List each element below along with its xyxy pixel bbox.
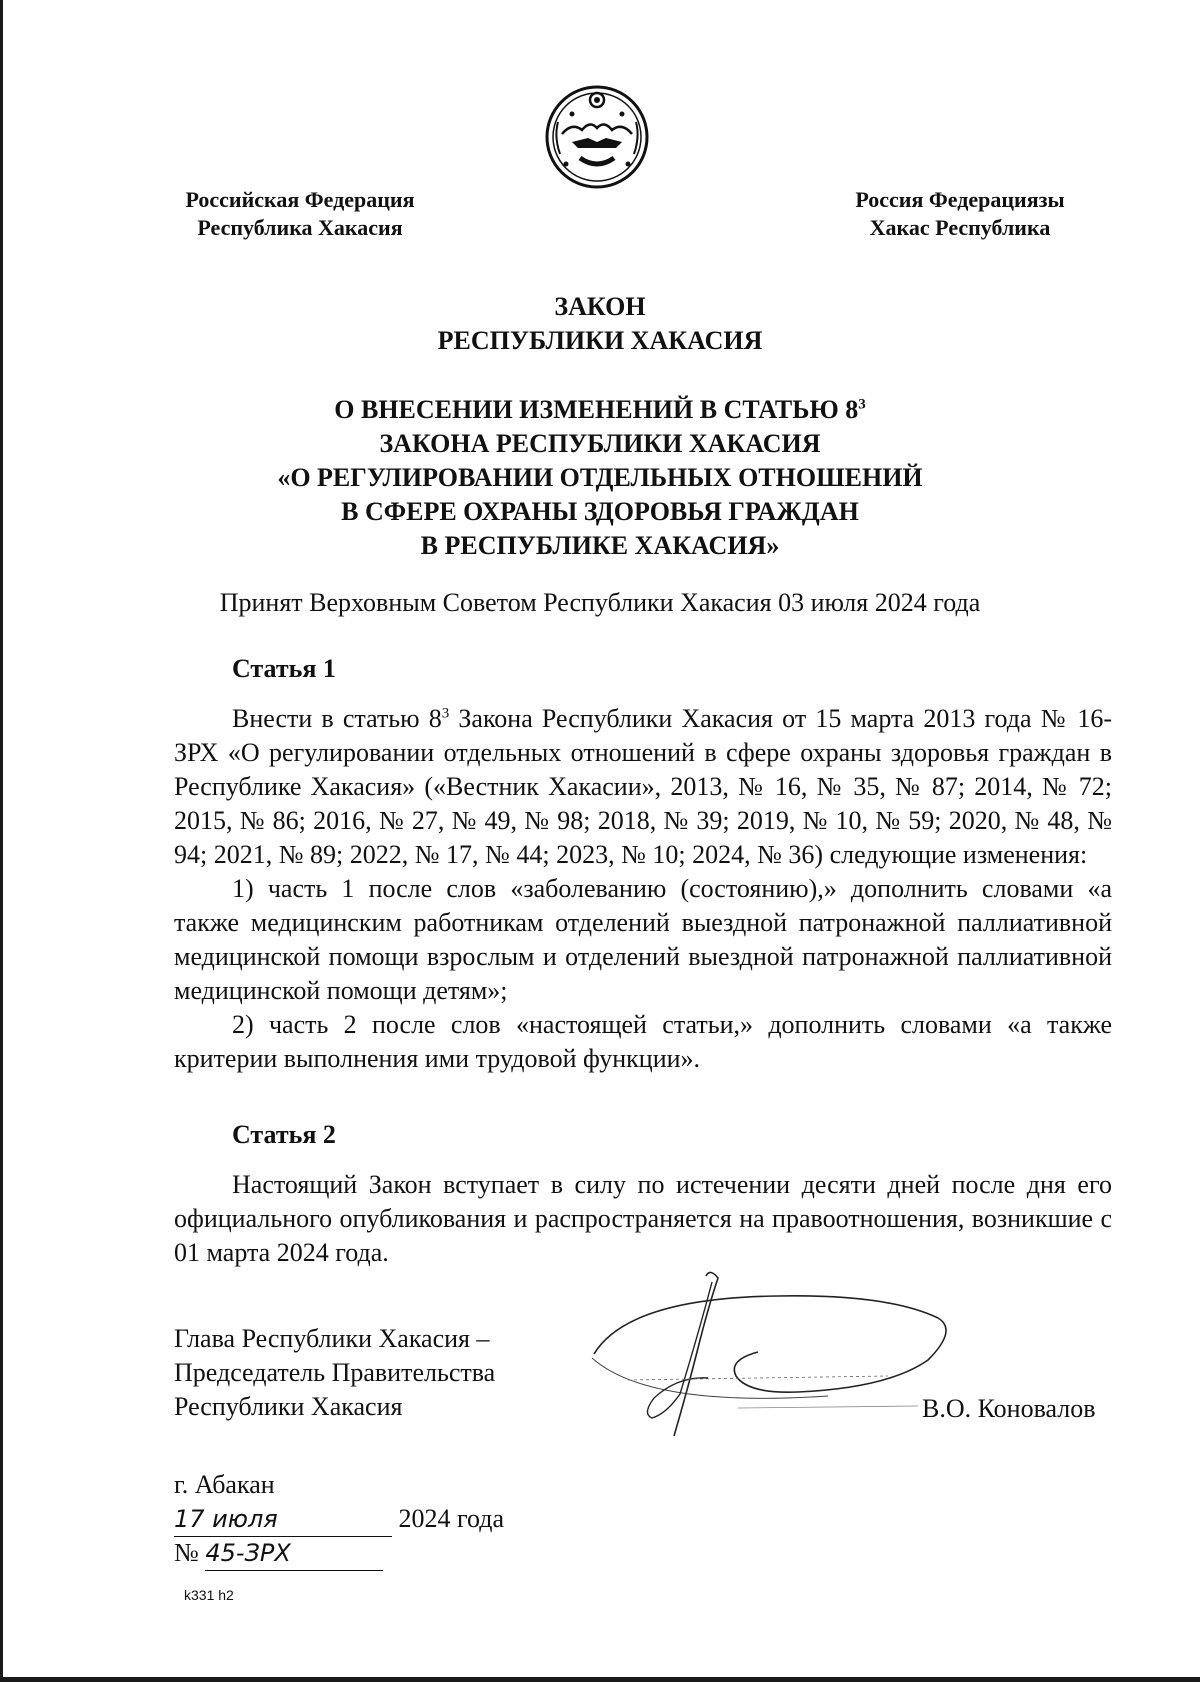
signing-place-date [174, 1468, 504, 1570]
header-left [168, 186, 432, 242]
handwritten-date: 17 июля [174, 1502, 392, 1537]
law-title-line: РЕСПУБЛИКИ ХАКАСИЯ [437, 326, 763, 355]
document-code: k331 h2 [184, 1587, 234, 1603]
article-1-intro: Внести в статью $8^3$ Закона Республики Хакасия от 15 марта 2013 года № 16-ЗРХ «О регулировании отдельных отношений в сфере охраны здоровья граждан в Республике Хакасия» («Вестник Хакасии», 2013, № 16, № 35, № 87; 2014, № 72; 2015, № 86; 2016, № 27, № 49, № 98; 2018, № 39; 2019, № 10, № 59; 2020, № 48, № 94; 2021, № 89; 2022, № 17, № 44; 2023, № 10; 2024, № 36) следующие изменения: [174, 704, 1112, 869]
law-number-line [174, 1536, 504, 1570]
header-right-line: Хакас Республика [869, 215, 1051, 240]
signatory-position-line: Председатель Правительства [174, 1358, 496, 1387]
law-title-line: ЗАКОН [554, 292, 646, 321]
article-1-heading: Статья 1 [232, 654, 336, 683]
article-2-heading: Статья 2 [232, 1120, 336, 1149]
law-subject-line: В РЕСПУБЛИКЕ ХАКАСИЯ» [420, 531, 780, 560]
signatory-name: В.О. Коновалов [922, 1394, 1096, 1423]
signing-city: г. Абакан [174, 1470, 275, 1499]
law-subject-line: ЗАКОНА РЕСПУБЛИКИ ХАКАСИЯ [379, 429, 821, 458]
header-right-line: Россия Федерациязы [855, 187, 1065, 212]
article-2-body [174, 1168, 1112, 1270]
coat-of-arms-icon [542, 82, 652, 192]
signatory-position-line: Республики Хакасия [174, 1392, 403, 1421]
scan-border-bottom [0, 1677, 1200, 1682]
signatory-position-line: Глава Республики Хакасия – [174, 1324, 490, 1353]
law-subject-line: О ВНЕСЕНИИ ИЗМЕНЕНИЙ В СТАТЬЮ $8^3$ [334, 395, 866, 424]
law-subject-line: «О РЕГУЛИРОВАНИИ ОТДЕЛЬНЫХ ОТНОШЕНИЙ [277, 463, 923, 492]
signing-year: 2024 года [398, 1504, 505, 1533]
handwritten-signature [588, 1268, 958, 1446]
article-1-body [174, 702, 1112, 1076]
number-sign: № [174, 1538, 199, 1567]
article-1-item-2: 2) часть 2 после слов «настоящей статьи,» дополнить словами «а также критерии выполнения ими трудовой функции». [174, 1010, 1112, 1073]
header-left-line: Российская Федерация [185, 187, 415, 212]
adoption-note: Принят Верховным Советом Республики Хакасия 03 июля 2024 года [219, 588, 981, 617]
law-subject-line: В СФЕРЕ ОХРАНЫ ЗДОРОВЬЯ ГРАЖДАН [341, 497, 859, 526]
signatory-position [174, 1322, 495, 1424]
law-subject [0, 393, 1200, 563]
article-1-item-1: 1) часть 1 после слов «заболеванию (состоянию),» дополнить словами «а также медицинским работникам отделений выездной патронажной паллиативной медицинской помощи взрослым и отделений выездной патронажной паллиативной медицинской помощи детям»; [174, 874, 1112, 1005]
header-right [828, 186, 1092, 242]
article-2-text: Настоящий Закон вступает в силу по истечении десяти дней после дня его официального опубликования и распространяется на правоотношения, возникшие с 01 марта 2024 года. [174, 1170, 1112, 1267]
handwritten-law-number: 45-ЗРХ [205, 1536, 383, 1571]
signing-date-line [174, 1502, 504, 1536]
law-title [0, 290, 1200, 358]
header-left-line: Республика Хакасия [197, 215, 403, 240]
scan-border-left [0, 0, 3, 1682]
